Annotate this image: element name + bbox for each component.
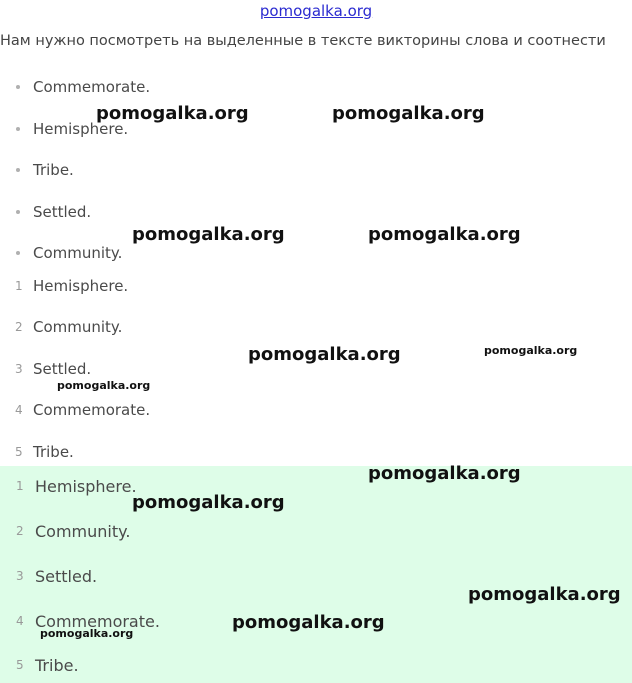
- list-item-word: Hemisphere.: [35, 476, 137, 496]
- list-item: [0, 75, 400, 99]
- watermark: pomogalka.org: [368, 463, 521, 484]
- list-item-number: 2: [15, 320, 23, 334]
- list-item: [0, 398, 400, 422]
- list-item-number: 5: [16, 658, 24, 672]
- watermark: pomogalka.org: [57, 379, 151, 392]
- list-item-word: Settled.: [33, 203, 92, 221]
- bullet-icon: [16, 127, 20, 131]
- list-item: [0, 440, 400, 464]
- bullet-icon: [16, 210, 20, 214]
- list-item-number: 2: [16, 524, 24, 538]
- watermark: pomogalka.org: [40, 627, 134, 640]
- list-item-word: Commemorate.: [35, 611, 160, 631]
- watermark: pomogalka.org: [132, 492, 285, 513]
- list-item-number: 3: [15, 362, 23, 376]
- instruction-text: Нам нужно посмотреть на выделенные в тексте викторины слова и соотнести: [0, 33, 606, 49]
- list-item: [0, 315, 400, 339]
- list-item-word: Community.: [33, 244, 123, 262]
- watermark: pomogalka.org: [132, 224, 285, 245]
- list-item-word: Community.: [35, 521, 131, 541]
- list-item-number: 4: [15, 403, 23, 417]
- site-mark[interactable]: pomogalka.org: [259, 2, 373, 20]
- watermark: pomogalka.org: [484, 344, 578, 357]
- list-item-word: Settled.: [33, 360, 92, 378]
- list-item-word: Tribe.: [35, 655, 79, 675]
- list-item: [0, 274, 400, 298]
- list-item-number: 4: [16, 614, 24, 628]
- list-item-word: Hemisphere.: [33, 277, 129, 295]
- bullet-icon: [16, 251, 20, 255]
- list-item: [0, 653, 400, 677]
- watermark: pomogalka.org: [248, 344, 401, 365]
- watermark: pomogalka.org: [332, 103, 485, 124]
- list-item: [0, 519, 400, 543]
- watermark: pomogalka.org: [468, 584, 621, 605]
- list-item-word: Community.: [33, 318, 123, 336]
- list-item-word: Commemorate.: [33, 401, 151, 419]
- answer-block: [0, 466, 632, 683]
- list-item-word: Settled.: [35, 566, 98, 586]
- list-item-word: Tribe.: [33, 161, 74, 179]
- list-item: [0, 564, 400, 588]
- list-item-number: 1: [15, 279, 23, 293]
- list-item-number: 3: [16, 569, 24, 583]
- list-item: [0, 158, 400, 182]
- watermark: pomogalka.org: [232, 612, 385, 633]
- list-item: [0, 200, 400, 224]
- list-item-word: Hemisphere.: [33, 120, 129, 138]
- bullet-icon: [16, 168, 20, 172]
- watermark: pomogalka.org: [96, 103, 249, 124]
- list-item-number: 5: [15, 445, 23, 459]
- bullet-icon: [16, 85, 20, 89]
- list-item-word: Tribe.: [33, 443, 74, 461]
- list-item-word: Commemorate.: [33, 78, 151, 96]
- list-item-number: 1: [16, 479, 24, 493]
- watermark: pomogalka.org: [368, 224, 521, 245]
